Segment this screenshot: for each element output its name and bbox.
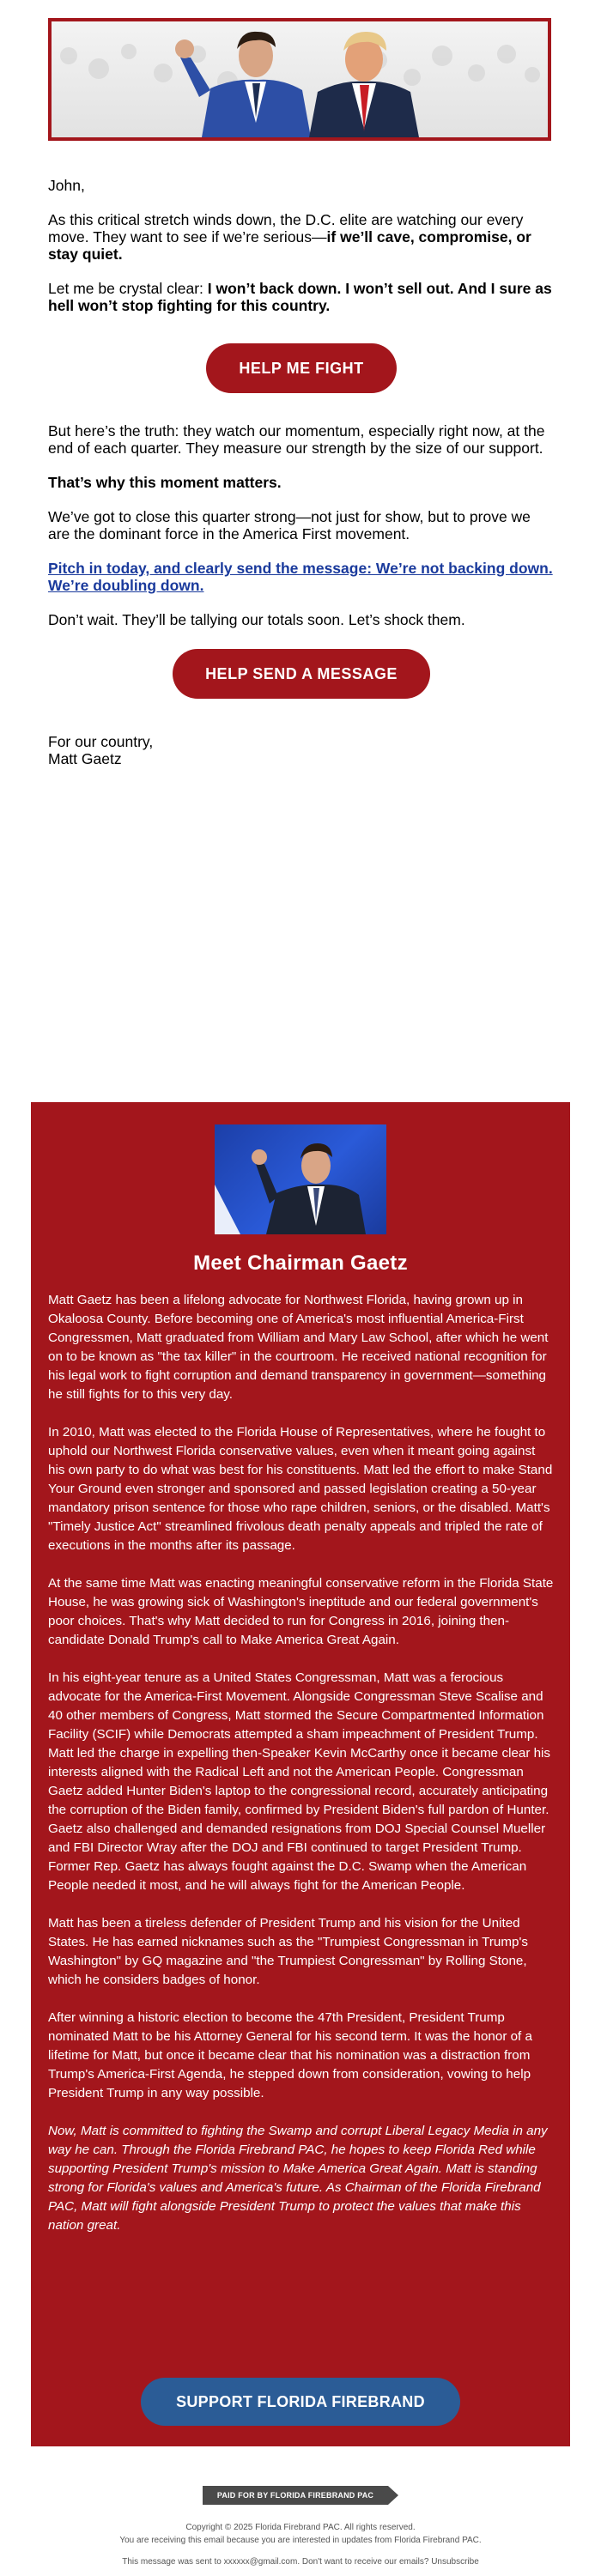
bio-paragraph: Matt has been a tireless defender of President Trump and his vision for the United States. He has earned nicknames such as the "Trumpiest Congressman in Trump's Washington" by GQ magazine and "the Trumpiest Congressman" by Rolling Stone, which he considers badges of honor. bbox=[48, 1916, 528, 1987]
chairman-photo bbox=[215, 1124, 386, 1234]
bio-closing: Now, Matt is committed to fighting the Swamp and corrupt Liberal Legacy Media in any way he can. Through the Florida Firebrand PAC, he hopes to keep Florida Red while supporting President Trump's mission to Make America Great Again. Matt is standing strong for Florida's values and America's future. As Chairman of the Florida Firebrand PAC, Matt will fight alongside President Trump to protect the values that make this nation great. bbox=[48, 2124, 548, 2233]
paragraph-6: Don’t wait. They’ll be tallying our totals soon. Let’s shock them. bbox=[48, 611, 465, 628]
paragraph-1-emphasis: if we’ll cave, compromise, or stay quiet. bbox=[48, 228, 531, 263]
letter-body bbox=[48, 177, 555, 767]
paragraph-4 bbox=[48, 474, 555, 491]
bio-heading: Meet Chairman Gaetz bbox=[193, 1252, 408, 1275]
support-florida-firebrand-button[interactable]: SUPPORT FLORIDA FIREBRAND bbox=[141, 2378, 460, 2426]
bio-paragraph: In 2010, Matt was elected to the Florida House of Representatives, where he fought to uphold our Northwest Florida conservative values, even when it meant going against his own party to do what was best for his constituents. Matt led the effort to make Stand Your Ground even stronger and sponsored and passed legislation creating a 50-year mandatory prison sentence for those who rape children, seniors, or the disabled. Matt's "Timely Justice Act" streamlined frivolous death penalty appeals and tripled the rate of executions in the months after its passage. bbox=[48, 1425, 553, 1553]
paragraph-1 bbox=[48, 211, 555, 263]
trump-figure bbox=[309, 32, 419, 137]
subscription-reason: You are receiving this email because you are interested in updates from Florida Firebrand PAC. bbox=[119, 2536, 482, 2545]
copyright: Copyright © 2025 Florida Firebrand PAC. All rights reserved. bbox=[185, 2523, 416, 2532]
bio-section bbox=[31, 1102, 570, 2446]
signature: Matt Gaetz bbox=[48, 750, 122, 767]
paragraph-2 bbox=[48, 280, 555, 314]
paragraph-2-emphasis: I won’t back down. I won’t sell out. And I sure as hell won’t stop fighting for this country. bbox=[48, 280, 552, 314]
paragraph-5: We’ve got to close this quarter strong—not just for show, but to prove we are the dominant force in the America First movement. bbox=[48, 508, 531, 542]
greeting: John, bbox=[48, 177, 85, 194]
help-me-fight-button[interactable]: HELP ME FIGHT bbox=[206, 343, 397, 393]
bio-paragraph: Matt Gaetz has been a lifelong advocate for Northwest Florida, having grown up in Okaloosa County. Before becoming one of America's most influential America-First Congressmen, Matt graduated from William and Mary Law School, after which he went on to be known as "the tax killer" in the courtroom. He received national recognition for his legal work to fight corruption and demand transparency in government—something he still fights for to this very day. bbox=[48, 1293, 549, 1402]
bio-paragraph: At the same time Matt was enacting meaningful conservative reform in the Florida State House, he was growing sick of Washington's ineptitude and our federal government's poor choices. That's why Matt decided to run for Congress in 2016, joining then-candidate Donald Trump's call to Make America Great Again. bbox=[48, 1576, 554, 1647]
paid-for-by-text: PAID FOR BY FLORIDA FIREBRAND PAC bbox=[216, 2491, 374, 2500]
signoff: For our country, bbox=[48, 733, 154, 750]
donate-link-paragraph bbox=[48, 560, 555, 594]
paragraph-1-text: As this critical stretch winds down, the D.C. elite are watching our every move. They want to see if we’re serious— bbox=[48, 211, 524, 245]
help-send-message-button[interactable]: HELP SEND A MESSAGE bbox=[173, 649, 430, 699]
paragraph-2-text: Let me be crystal clear: bbox=[48, 280, 208, 297]
paragraph-4-emphasis: That’s why this moment matters. bbox=[48, 474, 282, 491]
donate-link[interactable]: Pitch in today, and clearly send the message: We’re not backing down. We’re doubling down. bbox=[48, 560, 553, 594]
paragraph-3: But here’s the truth: they watch our momentum, especially right now, at the end of each quarter. They measure our strength by the size of our support. bbox=[48, 422, 545, 457]
bio-text bbox=[48, 1291, 555, 2254]
paid-for-by-badge bbox=[203, 2486, 398, 2505]
sent-to-notice[interactable]: This message was sent to xxxxxx@gmail.com. Don't want to receive our emails? Unsubscribe bbox=[122, 2557, 479, 2567]
bio-paragraph: After winning a historic election to become the 47th President, President Trump nominated Matt to be his Attorney General for his second term. It was the honor of a lifetime for Matt, but once it became clear that his nomination was a distraction from Trump's America-First Agenda, he stepped down from consideration, vowing to help President Trump in any way possible. bbox=[48, 2010, 532, 2100]
header-banner-image bbox=[48, 18, 551, 141]
bio-paragraph: In his eight-year tenure as a United States Congressman, Matt was a ferocious advocate for the America-First Movement. Alongside Congressman Steve Scalise and 40 other members of Congress, Matt stormed the Secure Compartmented Information Facility (SCIF) while Democrats attempted a sham impeachment of President Trump. Matt led the charge in expelling then-Speaker Kevin McCarthy once it became clear his interests aligned with the Radical Left and not the American People. Congressman Gaetz added Hunter Biden's laptop to the congressional record, accurately anticipating the corruption of the Biden family, confirmed by President Biden's full pardon of Hunter. Gaetz also challenged and demanded resignations from DOJ Special Counsel Mueller and FBI Director Wray after the DOJ and FBI continued to target President Trump. Former Rep. Gaetz has always fought against the D.C. Swamp when the American People needed it most, and he will always fight for the American People. bbox=[48, 1670, 551, 1893]
